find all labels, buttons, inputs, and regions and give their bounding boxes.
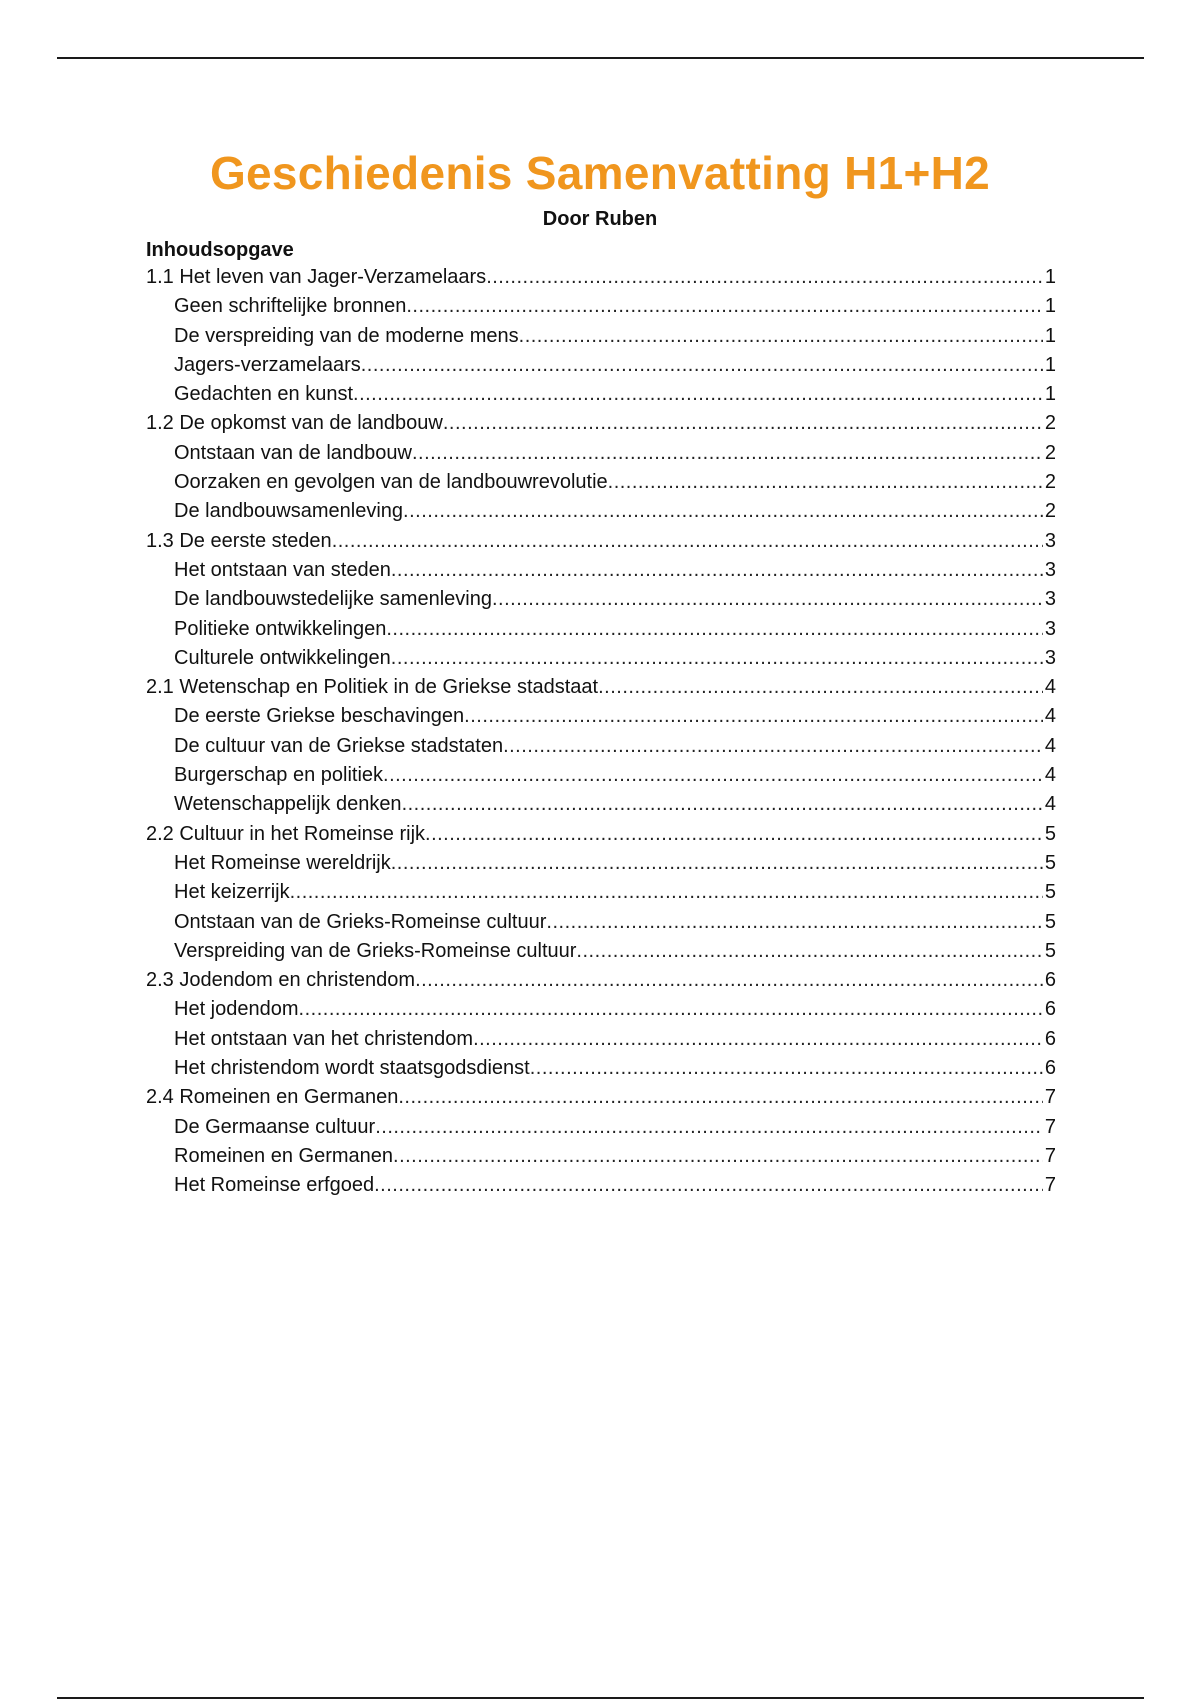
- toc-entry-title: Burgerschap en politiek: [174, 764, 384, 787]
- toc-subsection-entry[interactable]: [146, 322, 1056, 351]
- toc-page-number: 4: [1044, 676, 1056, 699]
- toc-chapter-entry[interactable]: [146, 1083, 1056, 1112]
- toc-heading: Inhoudsopgave: [146, 239, 294, 261]
- toc-subsection-entry[interactable]: [146, 908, 1056, 937]
- toc-entry-title: Het Romeinse wereldrijk: [174, 851, 391, 874]
- toc-entry-title: De Germaanse cultuur: [174, 1115, 376, 1138]
- toc-entry-title: 2.2 Cultuur in het Romeinse rijk: [146, 822, 426, 845]
- toc-chapter-entry[interactable]: [146, 820, 1056, 849]
- toc-dot-leader: [386, 615, 1043, 644]
- toc-entry-title: Romeinen en Germanen: [174, 1144, 394, 1167]
- toc-dot-leader: [374, 1171, 1043, 1200]
- toc-entry-title: De landbouwstedelijke samenleving: [174, 588, 492, 611]
- toc-page-number: 3: [1044, 646, 1056, 669]
- toc-subsection-entry[interactable]: [146, 937, 1056, 966]
- toc-page-number: 4: [1044, 734, 1056, 757]
- toc-page-number: 1: [1044, 383, 1056, 406]
- toc-page-number: 1: [1044, 324, 1056, 347]
- toc-page-number: 4: [1044, 793, 1056, 816]
- toc-entry-title: De verspreiding van de moderne mens: [174, 324, 519, 347]
- toc-page-number: 4: [1044, 705, 1056, 728]
- toc-entry-title: De cultuur van de Griekse stadstaten: [174, 734, 504, 757]
- toc-subsection-entry[interactable]: [146, 380, 1056, 409]
- toc-dot-leader: [403, 497, 1043, 526]
- toc-subsection-entry[interactable]: [146, 1171, 1056, 1200]
- toc-dot-leader: [473, 1025, 1043, 1054]
- toc-dot-leader: [332, 527, 1043, 556]
- toc-dot-leader: [425, 820, 1043, 849]
- header-rule: [57, 57, 1144, 59]
- toc-page-number: 1: [1044, 295, 1056, 318]
- toc-page-number: 3: [1044, 529, 1056, 552]
- toc-entry-title: 1.1 Het leven van Jager-Verzamelaars: [146, 266, 487, 288]
- toc-dot-leader: [492, 585, 1043, 614]
- toc-subsection-entry[interactable]: [146, 1054, 1056, 1083]
- toc-subsection-entry[interactable]: [146, 497, 1056, 526]
- toc-entry-title: 2.4 Romeinen en Germanen: [146, 1086, 399, 1109]
- toc-dot-leader: [299, 995, 1043, 1024]
- toc-entry-title: Het christendom wordt staatsgodsdienst: [174, 1057, 530, 1080]
- toc-subsection-entry[interactable]: [146, 732, 1056, 761]
- toc-subsection-entry[interactable]: [146, 644, 1056, 673]
- toc-entry-title: 1.3 De eerste steden: [146, 529, 332, 552]
- toc-subsection-entry[interactable]: [146, 878, 1056, 907]
- toc-entry-title: De eerste Griekse beschavingen: [174, 705, 465, 728]
- toc-subsection-entry[interactable]: [146, 995, 1056, 1024]
- toc-entry-title: 2.3 Jodendom en christendom: [146, 969, 416, 992]
- toc-subsection-entry[interactable]: [146, 761, 1056, 790]
- toc-entry-title: 2.1 Wetenschap en Politiek in de Griekse stadstaat: [146, 676, 599, 699]
- toc-dot-leader: [415, 966, 1043, 995]
- toc-page-number: 1: [1044, 266, 1056, 288]
- toc-page-number: 2: [1044, 471, 1056, 494]
- toc-subsection-entry[interactable]: [146, 615, 1056, 644]
- toc-entry-title: Het Romeinse erfgoed: [174, 1174, 375, 1197]
- toc-dot-leader: [598, 673, 1043, 702]
- toc-dot-leader: [402, 790, 1043, 819]
- toc-subsection-entry[interactable]: [146, 1113, 1056, 1142]
- toc-page-number: 6: [1044, 969, 1056, 992]
- toc-subsection-entry[interactable]: [146, 790, 1056, 819]
- toc-dot-leader: [486, 263, 1043, 292]
- toc-subsection-entry[interactable]: [146, 556, 1056, 585]
- toc-dot-leader: [519, 322, 1043, 351]
- toc-dot-leader: [608, 468, 1043, 497]
- toc-dot-leader: [530, 1054, 1043, 1083]
- toc-entry-title: De landbouwsamenleving: [174, 500, 404, 523]
- toc-dot-leader: [464, 702, 1043, 731]
- toc-page-number: 5: [1044, 851, 1056, 874]
- toc-page-number: 6: [1044, 1027, 1056, 1050]
- toc-chapter-entry[interactable]: [146, 673, 1056, 702]
- toc-dot-leader: [383, 761, 1043, 790]
- toc-dot-leader: [503, 732, 1043, 761]
- toc-page-number: 2: [1044, 500, 1056, 523]
- toc-entry-title: Geen schriftelijke bronnen: [174, 295, 407, 318]
- toc-page-number: 3: [1044, 617, 1056, 640]
- toc-page-number: 1: [1044, 353, 1056, 376]
- toc-entry-title: Politieke ontwikkelingen: [174, 617, 387, 640]
- toc-dot-leader: [353, 380, 1043, 409]
- toc-dot-leader: [398, 1083, 1043, 1112]
- toc-chapter-entry[interactable]: [146, 966, 1056, 995]
- document-title: Geschiedenis Samenvatting H1+H2: [209, 147, 991, 199]
- toc-entry-title: Oorzaken en gevolgen van de landbouwrevolutie: [174, 471, 608, 494]
- toc-page-number: 4: [1044, 764, 1056, 787]
- toc-page-number: 5: [1044, 822, 1056, 845]
- author-line: Door Ruben: [542, 208, 658, 230]
- toc-dot-leader: [576, 937, 1042, 966]
- toc-subsection-entry[interactable]: [146, 849, 1056, 878]
- toc-page-number: 6: [1044, 1057, 1056, 1080]
- toc-entry-title: Het keizerrijk: [174, 881, 290, 904]
- toc-subsection-entry[interactable]: [146, 292, 1056, 321]
- table-of-contents: [146, 263, 1056, 1201]
- toc-dot-leader: [391, 644, 1043, 673]
- toc-page-number: 5: [1044, 881, 1056, 904]
- toc-subsection-entry[interactable]: [146, 702, 1056, 731]
- toc-page-number: 7: [1044, 1144, 1056, 1167]
- toc-subsection-entry[interactable]: [146, 1025, 1056, 1054]
- toc-entry-title: Verspreiding van de Grieks-Romeinse cultuur: [174, 939, 577, 962]
- toc-entry-title: Ontstaan van de Grieks-Romeinse cultuur: [174, 910, 547, 933]
- toc-dot-leader: [361, 351, 1043, 380]
- toc-dot-leader: [393, 1142, 1043, 1171]
- toc-chapter-entry[interactable]: [146, 409, 1056, 438]
- toc-dot-leader: [391, 849, 1043, 878]
- toc-dot-leader: [391, 556, 1043, 585]
- toc-page-number: 2: [1044, 412, 1056, 435]
- toc-page-number: 3: [1044, 588, 1056, 611]
- toc-page-number: 7: [1044, 1086, 1056, 1109]
- toc-page-number: 3: [1044, 558, 1056, 581]
- toc-chapter-entry[interactable]: [146, 527, 1056, 556]
- toc-subsection-entry[interactable]: [146, 468, 1056, 497]
- toc-entry-title: Het jodendom: [174, 998, 299, 1021]
- toc-entry-title: Gedachten en kunst: [174, 383, 354, 406]
- toc-dot-leader: [375, 1113, 1043, 1142]
- footer-rule: [57, 1697, 1144, 1699]
- toc-subsection-entry[interactable]: [146, 585, 1056, 614]
- toc-dot-leader: [546, 908, 1042, 937]
- toc-entry-title: Het ontstaan van steden: [174, 558, 391, 581]
- toc-entry-title: Culturele ontwikkelingen: [174, 646, 391, 669]
- toc-chapter-entry[interactable]: [146, 263, 1056, 292]
- toc-page-number: 2: [1044, 441, 1056, 464]
- toc-entry-title: Ontstaan van de landbouw: [174, 441, 412, 464]
- toc-subsection-entry[interactable]: [146, 1142, 1056, 1171]
- toc-subsection-entry[interactable]: [146, 351, 1056, 380]
- toc-dot-leader: [290, 878, 1043, 907]
- toc-page-number: 5: [1044, 910, 1056, 933]
- toc-entry-title: Jagers-verzamelaars: [174, 353, 361, 376]
- toc-dot-leader: [443, 409, 1043, 438]
- toc-dot-leader: [412, 439, 1043, 468]
- toc-entry-title: Wetenschappelijk denken: [174, 793, 402, 816]
- toc-page-number: 7: [1044, 1174, 1056, 1197]
- toc-dot-leader: [406, 292, 1043, 321]
- toc-entry-title: Het ontstaan van het christendom: [174, 1027, 474, 1050]
- toc-page-number: 7: [1044, 1115, 1056, 1138]
- toc-page-number: 5: [1044, 939, 1056, 962]
- toc-entry-title: 1.2 De opkomst van de landbouw: [146, 412, 443, 435]
- toc-page-number: 6: [1044, 998, 1056, 1021]
- toc-subsection-entry[interactable]: [146, 439, 1056, 468]
